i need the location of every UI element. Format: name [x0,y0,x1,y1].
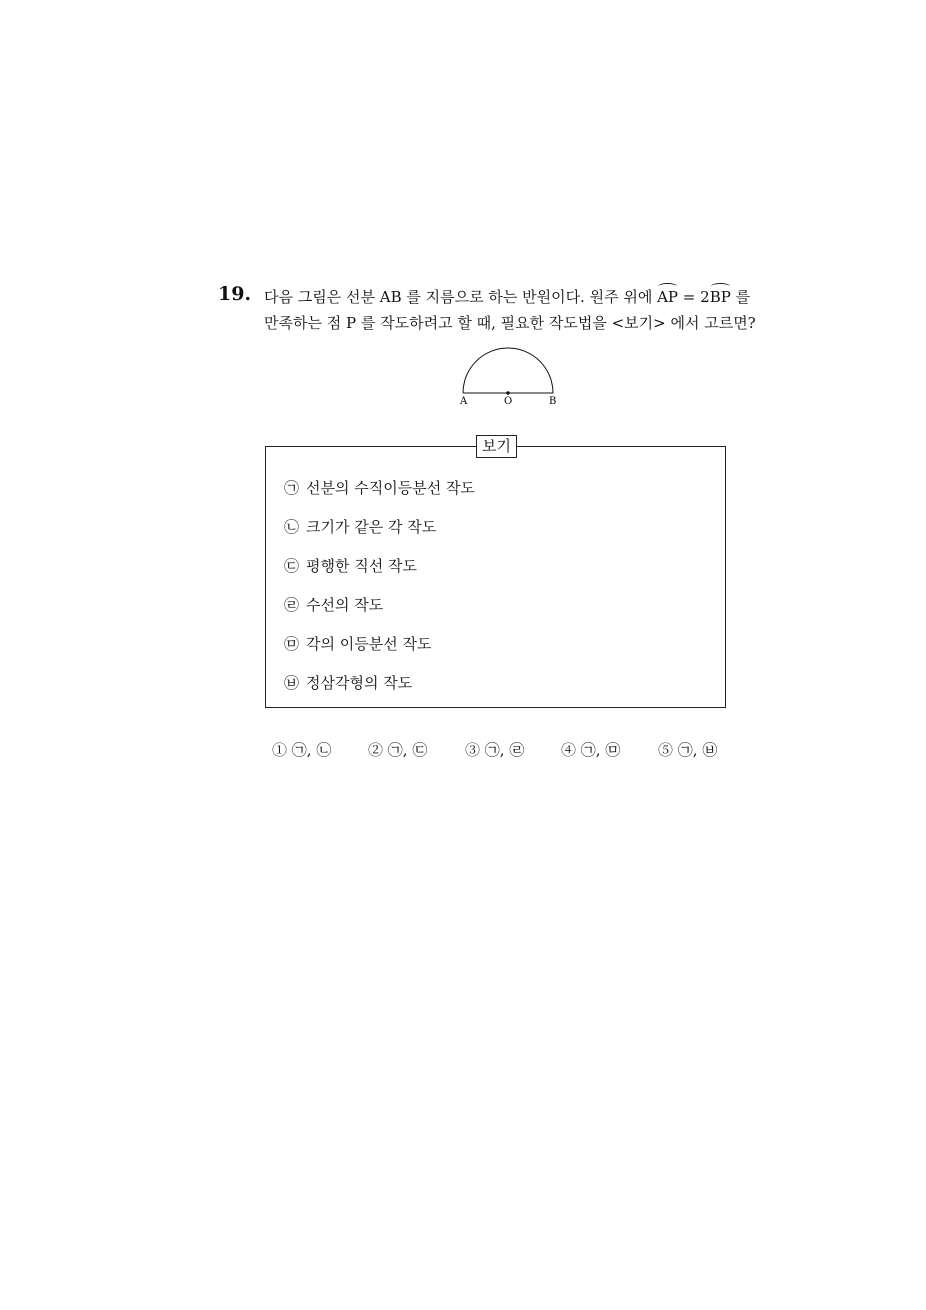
center-point-o [506,391,510,395]
bogi-item [284,557,417,575]
semicircle-arc [463,348,553,393]
label-b: B [549,396,557,407]
bogi-item [284,596,383,614]
choice-number: ② [368,741,384,759]
bogi-item-text: 수선의 작도 [306,596,384,614]
bogi-item [284,479,475,497]
choice-text: ㉠, ㉢ [387,741,428,759]
bogi-item-text: 정삼각형의 작도 [306,674,413,692]
choice-text: ㉠, ㉡ [291,741,332,759]
answer-choice-2[interactable] [368,741,427,759]
bogi-item-text: 크기가 같은 각 작도 [306,518,437,536]
bogi-item [284,518,436,536]
bogi-item-mark: ㉢ [284,557,300,575]
answer-choice-4[interactable] [561,741,620,759]
label-o: O [504,396,513,407]
bogi-item-mark: ㉣ [284,596,300,614]
bogi-item-text: 선분의 수직이등분선 작도 [306,479,475,497]
choice-number: ① [272,741,288,759]
bogi-item-mark: ㉤ [284,635,300,653]
choice-number: ⑤ [658,741,674,759]
question-number: 19. [218,283,252,305]
answer-choice-5[interactable] [658,741,717,759]
bogi-item-mark: ㉠ [284,479,300,497]
question-line-2: 만족하는 점 P 를 작도하려고 할 때, 필요한 작도법을 <보기> 에서 고르면? [264,314,756,332]
choice-text: ㉠, ㉥ [677,741,718,759]
question-text-post: 를 [730,288,751,306]
bogi-item-text: 평행한 직선 작도 [306,557,417,575]
question-text-pre: 다음 그림은 선분 AB 를 지름으로 하는 반원이다. 원주 위에 [264,288,658,306]
bogi-item-mark: ㉥ [284,674,300,692]
arc-ap: AP [657,288,679,306]
question-eq: = 2 [678,288,710,306]
bogi-item [284,635,431,653]
bogi-item-mark: ㉡ [284,518,300,536]
choice-number: ③ [465,741,481,759]
semicircle-figure [455,340,567,408]
label-a: A [460,396,468,407]
arc-bp: BP [709,288,731,306]
bogi-item [284,674,412,692]
choice-number: ④ [561,741,577,759]
bogi-title: 보기 [476,435,517,458]
choice-text: ㉠, ㉣ [484,741,525,759]
answer-choice-1[interactable] [272,741,331,759]
answer-choice-3[interactable] [465,741,524,759]
question-line-1 [264,288,750,306]
choice-text: ㉠, ㉤ [580,741,621,759]
bogi-item-text: 각의 이등분선 작도 [306,635,432,653]
